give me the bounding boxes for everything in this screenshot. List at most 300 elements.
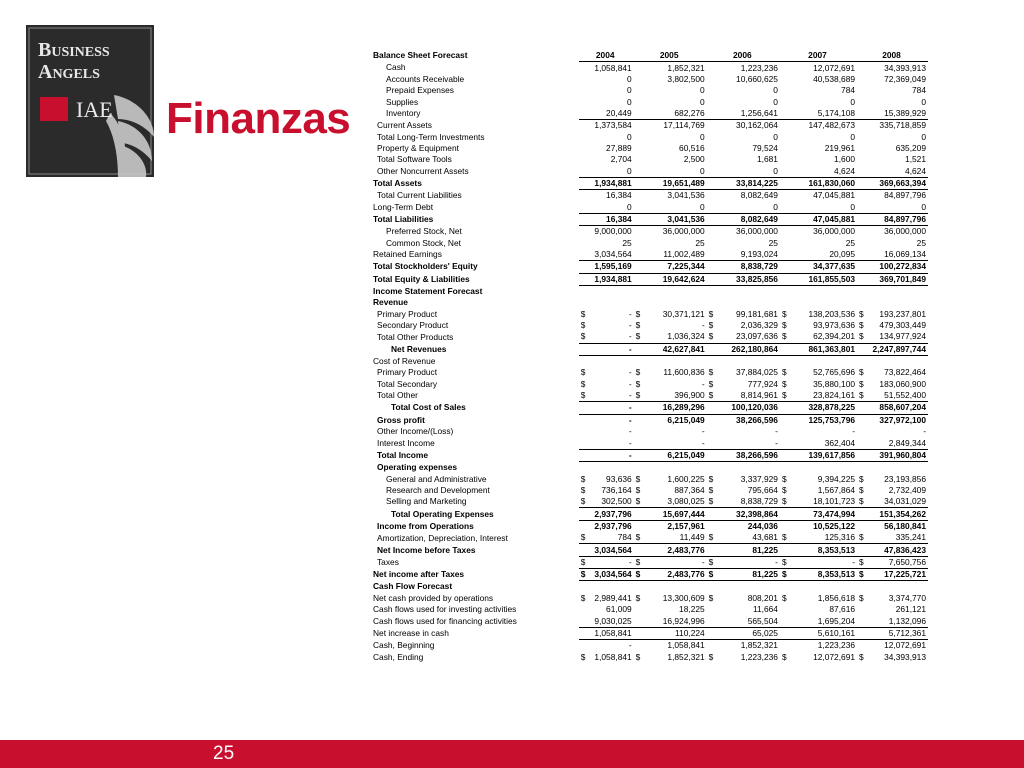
cell-text: - — [701, 556, 705, 567]
cell-value — [579, 426, 634, 437]
cell-value — [634, 485, 707, 496]
cell-value — [857, 201, 928, 213]
cell-text: 193,237,801 — [879, 308, 926, 319]
cell-value — [707, 273, 780, 285]
cell-value — [707, 74, 780, 85]
cell-value — [780, 343, 857, 355]
cell-value — [579, 309, 634, 320]
cell-text: 72,369,049 — [884, 73, 926, 84]
cell-text: - — [775, 556, 778, 567]
financial-forecast-table — [373, 50, 928, 663]
cell-text: 125,316 — [824, 532, 856, 543]
cell-value — [780, 496, 857, 508]
currency-symbol: $ — [859, 556, 864, 567]
cell-text: 47,836,423 — [884, 544, 926, 555]
header-year: 2005 — [634, 50, 707, 62]
cell-value — [579, 532, 634, 544]
currency-symbol: $ — [781, 367, 787, 378]
cell-value — [780, 640, 857, 652]
cell-text: 0 — [700, 85, 705, 96]
cell-text: 61,009 — [606, 604, 632, 615]
table-row — [373, 473, 928, 484]
cell-text: 5,174,108 — [817, 107, 856, 118]
cell-value — [857, 414, 928, 426]
cell-value — [579, 249, 634, 261]
cell-value — [707, 520, 780, 532]
table-row — [373, 154, 928, 165]
cell-value — [579, 496, 634, 508]
cell-text: 1,373,584 — [594, 120, 632, 131]
currency-symbol: $ — [859, 496, 864, 507]
cell-text: 8,353,513 — [817, 569, 856, 580]
cell-value — [634, 143, 707, 154]
row-label: Current Assets — [377, 119, 432, 130]
cell-value — [780, 616, 857, 628]
cell-text: 795,664 — [747, 484, 778, 495]
cell-value — [857, 532, 928, 544]
currency-symbol: $ — [859, 378, 864, 389]
currency-symbol: $ — [859, 390, 864, 401]
cell-value — [707, 532, 780, 544]
cell-value — [707, 297, 780, 308]
cell-value — [707, 131, 780, 142]
currency-symbol: $ — [635, 651, 641, 662]
slide-title: Finanzas — [166, 94, 351, 143]
cell-value — [579, 331, 634, 343]
cell-text: - — [701, 378, 705, 389]
currency-symbol: $ — [781, 320, 787, 331]
cell-text: - — [775, 426, 778, 437]
currency-symbol: $ — [859, 331, 864, 342]
cell-value — [857, 143, 928, 154]
cell-value — [634, 544, 707, 556]
cell-value — [579, 85, 634, 96]
cell-text: 1,856,618 — [817, 592, 856, 603]
table-row — [373, 604, 928, 615]
cell-text: 0 — [627, 131, 632, 142]
cell-text: 3,041,536 — [667, 190, 705, 201]
row-label: Total Equity & Liabilities — [373, 273, 470, 284]
cell-text: 244,036 — [747, 520, 778, 531]
cell-text: 0 — [921, 131, 926, 142]
cell-value — [579, 201, 634, 213]
cell-value — [857, 640, 928, 652]
cell-value — [780, 213, 857, 225]
cell-value — [780, 402, 857, 414]
currency-symbol: $ — [580, 308, 586, 319]
cell-text: 9,394,225 — [817, 473, 856, 484]
cell-value — [707, 226, 780, 238]
cell-text: 635,209 — [895, 142, 926, 153]
cell-value — [634, 414, 707, 426]
cell-text: 2,483,776 — [667, 569, 705, 580]
cell-text: 261,121 — [895, 604, 926, 615]
cell-value — [579, 652, 634, 663]
currency-symbol: $ — [635, 320, 641, 331]
row-label: General and Administrative — [386, 473, 487, 484]
cell-value — [707, 309, 780, 320]
cell-value — [857, 544, 928, 556]
cell-text: 1,681 — [757, 154, 778, 165]
cell-value — [634, 473, 707, 484]
currency-symbol: $ — [635, 496, 641, 507]
row-label: Income Statement Forecast — [373, 285, 483, 296]
cell-value — [707, 402, 780, 414]
cell-text: 1,595,169 — [594, 261, 632, 272]
table-row — [373, 462, 928, 474]
cell-value — [634, 261, 707, 273]
cell-value — [707, 62, 780, 74]
cell-text: - — [628, 331, 632, 342]
row-label: Inventory — [386, 108, 421, 119]
row-label: Total Other — [377, 390, 418, 401]
cell-text: 151,354,262 — [879, 508, 926, 519]
cell-text: 20,095 — [829, 249, 856, 260]
cell-value — [634, 190, 707, 202]
cell-value — [634, 108, 707, 120]
cell-value — [780, 74, 857, 85]
cell-text: 51,552,400 — [884, 390, 926, 401]
cell-text: - — [628, 320, 632, 331]
cell-value — [857, 285, 928, 297]
cell-value — [707, 190, 780, 202]
cell-value — [857, 213, 928, 225]
cell-value — [857, 62, 928, 74]
cell-text: 9,000,000 — [594, 226, 632, 237]
cell-value — [780, 273, 857, 285]
cell-value — [579, 462, 634, 474]
table-row — [373, 379, 928, 390]
cell-text: 777,924 — [747, 378, 778, 389]
cell-text: 100,272,834 — [879, 261, 926, 272]
cell-value — [780, 652, 857, 663]
cell-value — [707, 569, 780, 581]
cell-text: 335,718,859 — [879, 120, 926, 131]
cell-value — [780, 556, 857, 568]
cell-value — [780, 238, 857, 249]
cell-value — [780, 85, 857, 96]
table-row — [373, 652, 928, 663]
cell-text: 34,031,029 — [884, 496, 926, 507]
row-label: Total Other Products — [377, 331, 454, 342]
cell-value — [857, 390, 928, 402]
cell-value — [857, 74, 928, 85]
cell-text: 0 — [700, 131, 705, 142]
cell-value — [707, 627, 780, 639]
table-row — [373, 593, 928, 604]
row-label: Cost of Revenue — [373, 355, 436, 366]
cell-value — [857, 297, 928, 308]
table-row — [373, 108, 928, 120]
currency-symbol: $ — [635, 367, 641, 378]
cell-value — [634, 331, 707, 343]
cell-value — [707, 120, 780, 132]
cell-text: 17,114,769 — [663, 120, 705, 131]
cell-value — [857, 473, 928, 484]
cell-value — [579, 154, 634, 165]
logo-line-1: Business — [38, 39, 110, 61]
cell-value — [634, 226, 707, 238]
cell-value — [707, 201, 780, 213]
table-row — [373, 261, 928, 273]
cell-text: 2,937,796 — [594, 520, 632, 531]
cell-value — [579, 593, 634, 604]
cell-value — [857, 309, 928, 320]
table-row — [373, 556, 928, 568]
row-label: Total Software Tools — [377, 154, 452, 165]
currency-symbol: $ — [635, 532, 641, 543]
cell-value — [857, 154, 928, 165]
cell-text: 1,058,841 — [667, 640, 705, 651]
cell-value — [634, 120, 707, 132]
cell-value — [634, 593, 707, 604]
cell-value — [634, 402, 707, 414]
cell-text: 1,036,324 — [667, 331, 705, 342]
cell-value — [707, 320, 780, 331]
row-label: Primary Product — [377, 367, 438, 378]
cell-text: 183,060,900 — [879, 378, 926, 389]
cell-text: 2,157,961 — [667, 520, 705, 531]
cell-text: 9,030,025 — [594, 615, 632, 626]
cell-text: 11,449 — [679, 532, 705, 543]
header-year: 2008 — [857, 50, 928, 62]
cell-text: 134,977,924 — [879, 331, 926, 342]
cell-value — [707, 331, 780, 343]
cell-text: 19,642,624 — [662, 273, 705, 284]
cell-value — [780, 604, 857, 615]
cell-text: 5,712,361 — [888, 628, 926, 639]
cell-value — [707, 249, 780, 261]
table-row — [373, 96, 928, 107]
cell-value — [579, 177, 634, 189]
cell-value — [707, 85, 780, 96]
currency-symbol: $ — [580, 378, 586, 389]
cell-value — [579, 190, 634, 202]
currency-symbol: $ — [635, 473, 641, 484]
cell-value — [707, 556, 780, 568]
cell-value — [579, 238, 634, 249]
cell-text: 18,101,723 — [813, 496, 856, 507]
cell-text: 52,765,696 — [813, 367, 856, 378]
table-row — [373, 190, 928, 202]
cell-text: 23,193,856 — [884, 473, 926, 484]
row-label: Common Stock, Net — [386, 237, 461, 248]
cell-text: 2,937,796 — [594, 508, 632, 519]
cell-text: 73,474,994 — [813, 508, 856, 519]
currency-symbol: $ — [859, 532, 864, 543]
row-label: Income from Operations — [377, 520, 474, 531]
cell-text: 3,034,564 — [594, 569, 632, 580]
table-header-row — [373, 50, 928, 62]
currency-symbol: $ — [580, 320, 586, 331]
cell-text: - — [923, 426, 926, 437]
cell-text: 81,225 — [752, 569, 778, 580]
cell-value — [707, 343, 780, 355]
cell-value — [634, 367, 707, 378]
business-angels-logo — [26, 25, 154, 177]
cell-text: 0 — [627, 96, 632, 107]
cell-text: 0 — [773, 96, 778, 107]
cell-text: 0 — [850, 201, 856, 212]
cell-text: 8,838,729 — [740, 261, 778, 272]
header-year: 2004 — [579, 50, 634, 62]
cell-text: 87,616 — [829, 604, 856, 615]
cell-text: 84,897,796 — [884, 213, 926, 224]
currency-symbol: $ — [708, 532, 714, 543]
cell-text: 1,567,864 — [817, 484, 856, 495]
cell-value — [857, 437, 928, 449]
currency-symbol: $ — [635, 308, 641, 319]
cell-text: 99,181,681 — [736, 308, 778, 319]
table-row — [373, 544, 928, 556]
table-row — [373, 320, 928, 331]
cell-value — [579, 473, 634, 484]
cell-text: 7,225,344 — [667, 261, 705, 272]
table-row — [373, 74, 928, 85]
row-label: Retained Earnings — [373, 249, 442, 260]
cell-value — [707, 379, 780, 390]
cell-value — [579, 226, 634, 238]
page-number: 25 — [213, 743, 235, 764]
cell-value — [634, 569, 707, 581]
cell-value — [634, 462, 707, 474]
cell-value — [634, 165, 707, 177]
cell-value — [857, 496, 928, 508]
cell-text: 784 — [841, 85, 856, 96]
table-row — [373, 62, 928, 74]
cell-text: 16,069,134 — [884, 249, 926, 260]
row-label: Other Income/(Loss) — [377, 426, 454, 437]
row-label: Total Secondary — [377, 378, 438, 389]
table-row — [373, 569, 928, 581]
currency-symbol: $ — [781, 569, 787, 580]
row-label: Net Revenues — [391, 343, 447, 354]
cell-text: 84,897,796 — [884, 190, 926, 201]
cell-text: 0 — [700, 165, 705, 176]
row-label: Total Stockholders' Equity — [373, 261, 478, 272]
cell-value — [707, 355, 780, 367]
cell-value — [780, 449, 857, 461]
cell-value — [634, 285, 707, 297]
row-label: Amortization, Depreciation, Interest — [377, 532, 508, 543]
cell-text: 0 — [627, 165, 632, 176]
cell-value — [634, 343, 707, 355]
cell-text: - — [701, 426, 705, 437]
cell-value — [857, 261, 928, 273]
currency-symbol: $ — [781, 484, 787, 495]
cell-text: 784 — [912, 85, 926, 96]
cell-text: 12,072,691 — [884, 640, 926, 651]
cell-text: - — [852, 556, 856, 567]
cell-value — [634, 177, 707, 189]
cell-value — [707, 437, 780, 449]
cell-value — [579, 581, 634, 593]
cell-value — [780, 544, 857, 556]
cell-text: 42,627,841 — [662, 343, 705, 354]
currency-symbol: $ — [781, 390, 787, 401]
cell-text: - — [852, 426, 856, 437]
cell-value — [707, 652, 780, 663]
row-label: Cash — [386, 62, 406, 73]
currency-symbol: $ — [859, 484, 864, 495]
currency-symbol: $ — [635, 569, 641, 580]
cell-value — [780, 177, 857, 189]
cell-text: 18,225 — [679, 604, 705, 615]
cell-value — [707, 177, 780, 189]
row-label: Taxes — [377, 556, 399, 567]
cell-value — [857, 120, 928, 132]
row-label: Primary Product — [377, 308, 438, 319]
cell-text: 47,045,881 — [813, 190, 856, 201]
cell-value — [857, 402, 928, 414]
cell-value — [857, 96, 928, 107]
cell-text: 3,337,929 — [740, 473, 778, 484]
table-row — [373, 273, 928, 285]
row-label: Selling and Marketing — [386, 496, 467, 507]
currency-symbol: $ — [859, 651, 864, 662]
table-row — [373, 485, 928, 496]
cell-value — [780, 62, 857, 74]
table-row — [373, 331, 928, 343]
currency-symbol: $ — [708, 569, 714, 580]
cell-text: 25 — [695, 237, 705, 248]
cell-value — [579, 143, 634, 154]
cell-text: 262,180,864 — [731, 343, 778, 354]
cell-text: 15,697,444 — [662, 508, 705, 519]
cell-value — [634, 154, 707, 165]
cell-text: 25 — [768, 237, 778, 248]
cell-text: - — [628, 414, 632, 425]
cell-text: 9,193,024 — [740, 249, 778, 260]
cell-text: 2,247,897,744 — [872, 343, 926, 354]
cell-value — [780, 437, 857, 449]
row-label: Total Long-Term Investments — [377, 131, 485, 142]
cell-text: 6,215,049 — [667, 449, 705, 460]
row-label: Cash, Ending — [373, 651, 424, 662]
cell-text: 0 — [700, 96, 705, 107]
row-label: Other Noncurrent Assets — [377, 165, 469, 176]
cell-text: - — [628, 426, 632, 437]
logo-iae: IAE — [76, 97, 113, 122]
cell-text: 34,393,913 — [884, 62, 926, 73]
row-label: Total Cost of Sales — [391, 402, 466, 413]
cell-text: 2,732,409 — [888, 484, 926, 495]
cell-value — [634, 616, 707, 628]
row-label: Secondary Product — [377, 320, 449, 331]
cell-value — [780, 201, 857, 213]
cell-text: 10,525,122 — [813, 520, 856, 531]
cell-value — [780, 367, 857, 378]
currency-symbol: $ — [580, 532, 586, 543]
cell-text: 147,482,673 — [808, 120, 856, 131]
table-row — [373, 402, 928, 414]
cell-value — [857, 485, 928, 496]
cell-text: 16,384 — [606, 190, 632, 201]
cell-text: 34,393,913 — [884, 651, 926, 662]
cell-value — [579, 120, 634, 132]
cell-text: 19,651,489 — [662, 177, 705, 188]
currency-symbol: $ — [708, 320, 714, 331]
cell-value — [780, 390, 857, 402]
table-row — [373, 226, 928, 238]
cell-text: 1,934,881 — [594, 177, 632, 188]
cell-text: 565,504 — [747, 615, 778, 626]
cell-text: 25 — [916, 237, 926, 248]
table-row — [373, 627, 928, 639]
table-row — [373, 616, 928, 628]
cell-text: 161,830,060 — [808, 177, 856, 188]
cell-text: 0 — [700, 201, 705, 212]
